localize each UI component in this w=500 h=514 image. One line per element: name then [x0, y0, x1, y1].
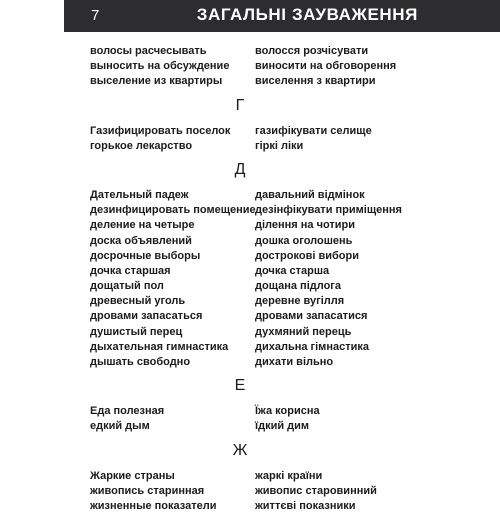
- term-pair: [90, 279, 430, 294]
- russian-term: выносить на обсуждение: [90, 60, 230, 73]
- russian-term: душистый перец: [90, 325, 183, 338]
- term-pair: [90, 294, 430, 309]
- russian-term: жизненные показатели: [90, 499, 217, 512]
- page-header: [64, 0, 500, 32]
- ukrainian-term: духмяний перець: [255, 325, 352, 338]
- page-number: 7: [91, 7, 100, 24]
- russian-term: дезинфицировать помещение: [90, 204, 256, 217]
- term-pair: [90, 355, 430, 370]
- term-pair: [90, 124, 430, 139]
- russian-term: дочка старшая: [90, 264, 171, 277]
- ukrainian-term: живопис старовинний: [255, 484, 377, 497]
- ukrainian-term: Їжа корисна: [255, 405, 320, 418]
- russian-term: волосы расчесывать: [90, 45, 207, 57]
- term-pair: [90, 404, 430, 419]
- russian-term: Жаркие страны: [90, 469, 175, 482]
- ukrainian-term: давальний відмінок: [255, 188, 365, 201]
- ukrainian-term: ділення на чотири: [255, 219, 356, 232]
- russian-term: доска объявлений: [90, 234, 192, 247]
- russian-term: горькое лекарство: [90, 139, 193, 152]
- term-pair: [90, 74, 430, 89]
- russian-term: древесный уголь: [90, 295, 186, 308]
- ukrainian-term: дихальна гімнастика: [255, 340, 369, 353]
- ukrainian-term: виселення з квартири: [255, 75, 376, 88]
- section-letter: Е: [234, 377, 246, 395]
- russian-term: Газифицировать поселок: [90, 124, 231, 137]
- russian-term: Дательный падеж: [90, 188, 189, 201]
- term-pair: [90, 469, 430, 484]
- russian-term: выселение из квартиры: [90, 75, 223, 88]
- russian-term: дощатый пол: [90, 280, 164, 293]
- term-pair: [90, 249, 430, 264]
- russian-term: дровами запасаться: [90, 310, 203, 323]
- russian-term: досрочные выборы: [90, 249, 201, 262]
- term-pair: [90, 59, 430, 74]
- ukrainian-term: дровами запасатися: [255, 310, 368, 323]
- russian-term: дыхательная гимнастика: [90, 340, 229, 353]
- section-letter: Ж: [232, 441, 248, 459]
- section-letter: Д: [234, 160, 246, 178]
- ukrainian-term: виносити на обговорення: [255, 60, 397, 73]
- russian-term: деление на четыре: [90, 219, 195, 232]
- ukrainian-term: жаркі країни: [255, 469, 323, 482]
- term-pair: [90, 218, 430, 233]
- ukrainian-term: волосся розчісувати: [255, 45, 369, 57]
- russian-term: Еда полезная: [90, 405, 165, 418]
- ukrainian-term: деревне вугілля: [255, 295, 345, 308]
- term-pair: [90, 325, 430, 340]
- ukrainian-term: гіркі ліки: [255, 139, 304, 152]
- term-pair: [90, 484, 430, 499]
- ukrainian-term: дихати вільно: [255, 356, 334, 368]
- glossary-content: [90, 44, 430, 514]
- ukrainian-term: дезінфікувати приміщення: [255, 204, 402, 217]
- ukrainian-term: дострокові вибори: [255, 249, 359, 262]
- term-pair: [90, 44, 430, 59]
- section-letter: Г: [235, 96, 245, 114]
- term-pair: [90, 340, 430, 355]
- ukrainian-term: їдкий дим: [255, 420, 310, 433]
- ukrainian-term: дошка оголошень: [255, 234, 353, 247]
- term-pair: [90, 309, 430, 324]
- term-pair: [90, 139, 430, 154]
- term-pair: [90, 188, 430, 203]
- ukrainian-term: життєві показники: [255, 499, 356, 512]
- chapter-title: ЗАГАЛЬНІ ЗАУВАЖЕННЯ: [196, 5, 418, 24]
- term-pair: [90, 264, 430, 279]
- term-pair: [90, 234, 430, 249]
- russian-term: дышать свободно: [90, 356, 191, 368]
- russian-term: живопись старинная: [90, 484, 205, 497]
- ukrainian-term: газифікувати селище: [255, 124, 372, 137]
- russian-term: едкий дым: [90, 420, 150, 433]
- ukrainian-term: дочка старша: [255, 264, 330, 277]
- term-pair: [90, 419, 430, 434]
- ukrainian-term: дощана підлога: [255, 280, 341, 293]
- term-pair: [90, 499, 430, 514]
- term-pair: [90, 203, 430, 218]
